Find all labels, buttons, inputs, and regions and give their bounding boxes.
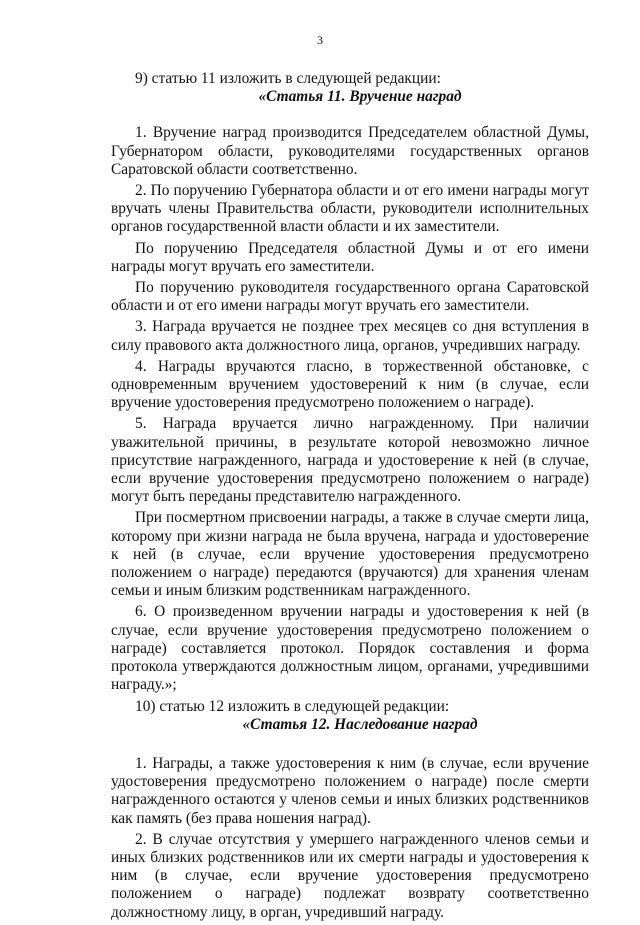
- page-number: 3: [317, 33, 323, 47]
- article-11-paragraph: 3. Награда вручается не позднее трех месяцев со дня вступления в силу правового акта должностного лица, органов, учредивших награду.: [111, 318, 589, 354]
- document-body: [111, 70, 589, 925]
- article-11-paragraph: По поручению Председателя областной Думы и от его имени награды могут вручать его заместители.: [111, 239, 589, 275]
- article-11-paragraph: 6. О произведенном вручении награды и удостоверения к ней (в случае, если вручение удостоверения предусмотрено положением о награде) составляется протокол. Порядок составления и форма протокола утверждаются должностным лицом, органами, учредившими награду.»;: [111, 603, 589, 694]
- article-11-paragraph: 5. Награда вручается лично награжденному. При наличии уважительной причины, в результате которой невозможно личное присутствие награжденного, награда и удостоверение к ней (в случае, если вручение удостоверения предусмотрено положением о награде) могут быть переданы представителю награжденного.: [111, 415, 589, 506]
- article-12-paragraph: 1. Награды, а также удостоверения к ним (в случае, если вручение удостоверения предусмотрено положением о награде) после смерти награжденного остаются у членов семьи и иных близких родственников как память (без права ношения наград).: [111, 754, 589, 827]
- article-12-heading: «Статья 12. Наследование наград: [242, 715, 478, 733]
- amendment-intro-article-12: 10) статью 12 изложить в следующей редакции:: [135, 697, 450, 715]
- article-11-paragraph: По поручению руководителя государственного органа Саратовской области и от его имени награды могут вручать его заместители.: [111, 279, 589, 315]
- article-11-paragraph: 2. По поручению Губернатора области и от его имени награды могут вручать члены Правительства области, руководители исполнительных органов государственной власти области и их заместители.: [111, 182, 589, 236]
- article-12-paragraph: 2. В случае отсутствия у умершего награжденного членов семьи и иных близких родственников или их смерти награды и удостоверения к ним (в случае, если вручение удостоверения предусмотрено положением о награде) подлежат возврату соответственно должностному лицу, в орган, учредивший награду.: [111, 830, 589, 921]
- article-11-paragraph: При посмертном присвоении награды, а также в случае смерти лица, которому при жизни награда не была вручена, награда и удостоверение к ней (в случае, если вручение удостоверения предусмотрено положением о награде) передаются (вручаются) для хранения членам семьи и иным близким родственникам награжденного.: [111, 509, 589, 600]
- article-11-paragraph: 4. Награды вручаются гласно, в торжественной обстановке, с одновременным вручением удостоверений к ним (в случае, если вручение удостоверения предусмотрено положением о награде).: [111, 357, 589, 412]
- article-11-heading: «Статья 11. Вручение наград: [258, 88, 462, 106]
- amendment-intro-article-11: 9) статью 11 изложить в следующей редакции:: [135, 70, 441, 87]
- article-11-paragraph: 1. Вручение наград производится Председателем областной Думы, Губернатором области, руководителями государственных органов Саратовской области соответственно.: [111, 124, 589, 178]
